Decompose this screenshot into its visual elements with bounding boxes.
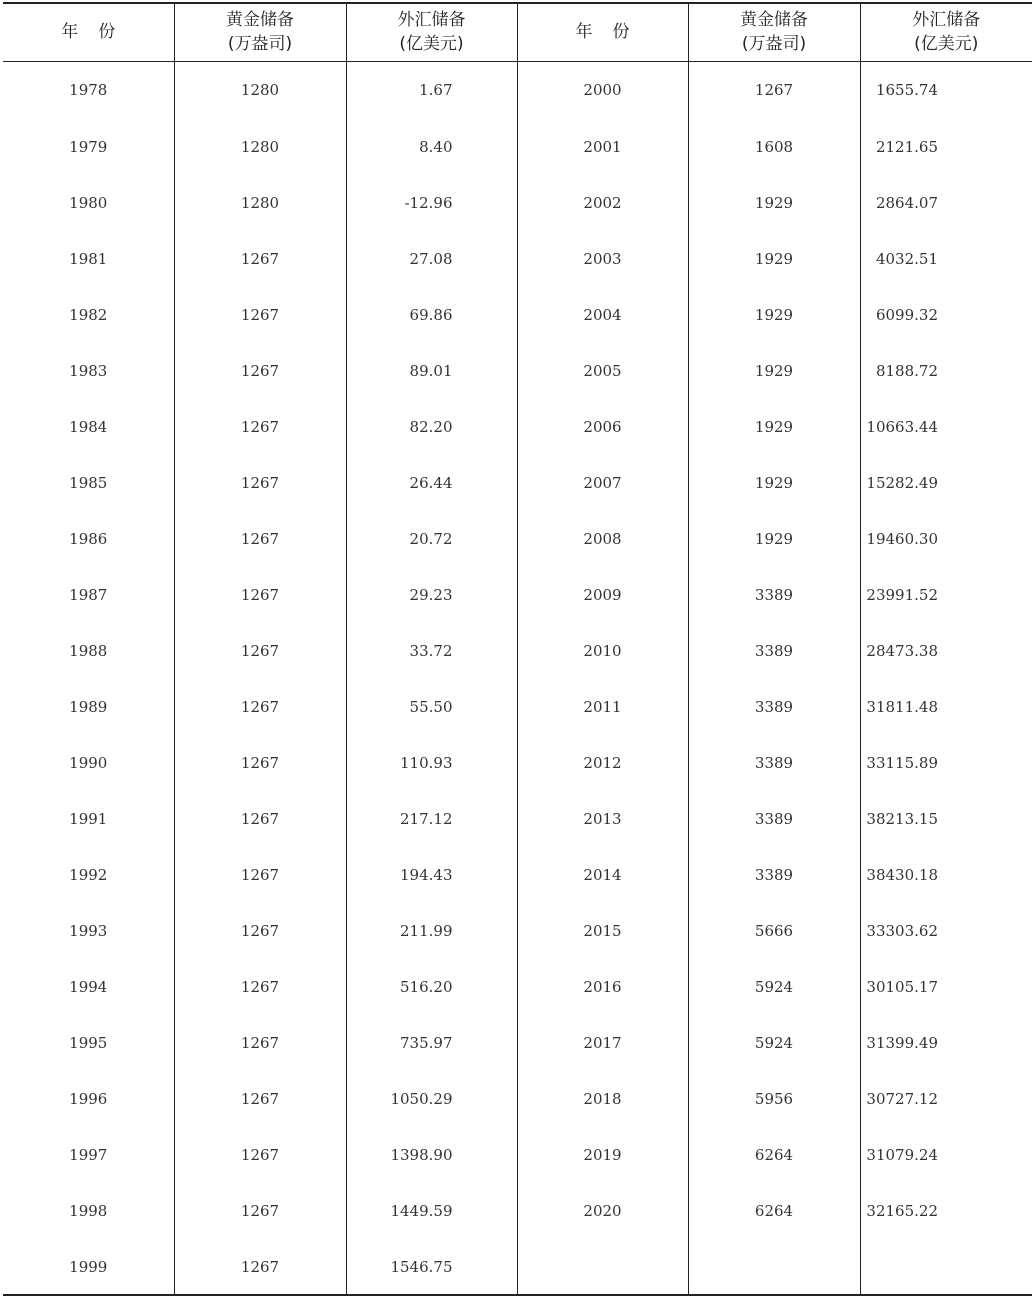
gold-cell-left: 1267	[174, 455, 346, 511]
fx-cell-left: 516.20	[346, 959, 517, 1015]
gold-cell-left: 1280	[174, 119, 346, 175]
year-cell-left: 1999	[3, 1239, 174, 1295]
year-cell-left: 1988	[69, 642, 108, 660]
year-cell-right: 2000	[517, 61, 688, 119]
gold-header-left: 黄金储备 (万盎司)	[174, 3, 346, 61]
year-cell-left: 1982	[69, 306, 108, 324]
fx-cell-right: 28473.38	[860, 623, 1032, 679]
fx-cell-left: 1546.75	[346, 1239, 517, 1295]
gold-cell-left: 1267	[174, 1015, 346, 1071]
table-row	[3, 455, 1032, 511]
fx-cell-right: 6099.32	[860, 287, 1032, 343]
fx-cell-right: 19460.30	[860, 511, 1032, 567]
table-row	[3, 61, 1032, 119]
year-cell-right: 2004	[517, 287, 688, 343]
gold-cell-left: 1267	[174, 287, 346, 343]
table-row	[3, 959, 1032, 1015]
gold-cell-right: 1929	[688, 511, 860, 567]
gold-cell-right: 3389	[688, 623, 860, 679]
gold-cell-right: 1929	[688, 231, 860, 287]
fx-cell-right: 30727.12	[860, 1071, 1032, 1127]
fx-cell-left: 8.40	[346, 119, 517, 175]
year-cell-right: 2005	[517, 343, 688, 399]
header-row	[3, 3, 1032, 61]
table-row	[3, 399, 1032, 455]
gold-cell-left: 1267	[174, 959, 346, 1015]
gold-cell-left: 1267	[174, 511, 346, 567]
year-header-right: 年 份	[517, 3, 688, 61]
table-row	[3, 1127, 1032, 1183]
year-cell-left: 1983	[69, 362, 108, 380]
year-cell-right: 2014	[517, 847, 688, 903]
year-cell-left: 1979	[69, 138, 108, 156]
fx-cell-left: 211.99	[346, 903, 517, 959]
fx-cell-left: 26.44	[346, 455, 517, 511]
gold-cell-right: 1267	[688, 61, 860, 119]
table-row	[3, 847, 1032, 903]
year-cell-right: 2007	[517, 455, 688, 511]
year-cell-left: 1990	[69, 754, 108, 772]
gold-cell-left: 1267	[174, 231, 346, 287]
table-body	[3, 61, 1032, 1295]
fx-header-right: 外汇储备 (亿美元)	[860, 3, 1032, 61]
year-cell-left: 1994	[69, 978, 108, 996]
fx-cell-left: 1.67	[346, 61, 517, 119]
gold-cell-left: 1267	[174, 903, 346, 959]
fx-cell-right: 31399.49	[860, 1015, 1032, 1071]
fx-cell-right: 23991.52	[860, 567, 1032, 623]
fx-cell-left: 89.01	[346, 343, 517, 399]
year-cell-left: 1993	[69, 922, 108, 940]
table-row	[3, 791, 1032, 847]
fx-cell-right: 38213.15	[860, 791, 1032, 847]
fx-cell-left: 110.93	[346, 735, 517, 791]
year-cell-right: 2018	[517, 1071, 688, 1127]
year-cell-right: 2003	[517, 231, 688, 287]
year-cell-right: 2017	[517, 1015, 688, 1071]
gold-cell-left: 1267	[174, 735, 346, 791]
fx-cell-right: 8188.72	[860, 343, 1032, 399]
fx-cell-right	[860, 1239, 1032, 1295]
fx-cell-right: 33115.89	[860, 735, 1032, 791]
table-row	[3, 679, 1032, 735]
table-row	[3, 343, 1032, 399]
table-row	[3, 623, 1032, 679]
gold-cell-right: 5924	[688, 1015, 860, 1071]
fx-cell-left: 27.08	[346, 231, 517, 287]
gold-cell-left: 1267	[174, 1071, 346, 1127]
fx-cell-left: 194.43	[346, 847, 517, 903]
fx-cell-right: 4032.51	[860, 231, 1032, 287]
year-cell-right: 2016	[517, 959, 688, 1015]
gold-cell-right: 1929	[688, 455, 860, 511]
year-cell-right: 2013	[517, 791, 688, 847]
gold-cell-left: 1267	[174, 847, 346, 903]
gold-cell-left: 1267	[174, 1239, 346, 1295]
gold-cell-left: 1267	[174, 343, 346, 399]
year-cell-left: 1992	[69, 866, 108, 884]
fx-cell-right: 2864.07	[860, 175, 1032, 231]
table-row	[3, 287, 1032, 343]
year-cell-left: 1997	[69, 1146, 108, 1164]
reserve-table	[3, 2, 1032, 1296]
gold-cell-left: 1267	[174, 623, 346, 679]
year-cell-right: 2006	[517, 399, 688, 455]
year-cell-right: 2012	[517, 735, 688, 791]
table-header	[3, 3, 1032, 61]
gold-cell-right: 3389	[688, 791, 860, 847]
year-header-left: 年 份	[3, 3, 174, 61]
year-cell-left: 1995	[69, 1034, 108, 1052]
gold-header-right: 黄金储备 (万盎司)	[688, 3, 860, 61]
gold-cell-left: 1267	[174, 791, 346, 847]
year-cell-left: 1980	[69, 194, 108, 212]
year-cell-right: 2001	[517, 119, 688, 175]
table-row	[3, 175, 1032, 231]
fx-cell-right: 31079.24	[860, 1127, 1032, 1183]
fx-cell-left: 55.50	[346, 679, 517, 735]
year-cell-left: 1987	[69, 586, 108, 604]
fx-cell-right: 15282.49	[860, 455, 1032, 511]
fx-cell-left: 29.23	[346, 567, 517, 623]
fx-cell-left: 735.97	[346, 1015, 517, 1071]
year-cell-left: 1991	[69, 810, 108, 828]
table-row	[3, 511, 1032, 567]
year-cell-right: 2011	[517, 679, 688, 735]
gold-cell-right: 1929	[688, 175, 860, 231]
year-cell-right: 2010	[517, 623, 688, 679]
fx-cell-right: 33303.62	[860, 903, 1032, 959]
year-cell-right	[517, 1239, 688, 1295]
table-row	[3, 119, 1032, 175]
fx-cell-left: 217.12	[346, 791, 517, 847]
fx-cell-left: 1398.90	[346, 1127, 517, 1183]
table-row	[3, 1183, 1032, 1239]
gold-cell-right	[688, 1239, 860, 1295]
gold-cell-left: 1267	[174, 567, 346, 623]
year-cell-right: 2015	[517, 903, 688, 959]
fx-cell-left: 20.72	[346, 511, 517, 567]
year-cell-right: 2008	[517, 511, 688, 567]
gold-cell-right: 3389	[688, 679, 860, 735]
gold-cell-left: 1267	[174, 679, 346, 735]
table-row	[3, 1239, 1032, 1295]
year-cell-right: 2020	[517, 1183, 688, 1239]
gold-cell-left: 1280	[174, 175, 346, 231]
year-cell-left: 1978	[69, 81, 108, 100]
year-cell-left: 1998	[69, 1202, 108, 1220]
gold-cell-left: 1267	[174, 1127, 346, 1183]
fx-cell-right: 31811.48	[860, 679, 1032, 735]
table-row	[3, 1071, 1032, 1127]
gold-cell-right: 5956	[688, 1071, 860, 1127]
fx-cell-right: 10663.44	[860, 399, 1032, 455]
gold-cell-right: 3389	[688, 847, 860, 903]
gold-cell-right: 1929	[688, 399, 860, 455]
fx-cell-left: -12.96	[346, 175, 517, 231]
fx-cell-right: 30105.17	[860, 959, 1032, 1015]
fx-cell-left: 33.72	[346, 623, 517, 679]
gold-cell-right: 1929	[688, 287, 860, 343]
year-cell-left: 1986	[69, 530, 108, 548]
gold-cell-left: 1280	[174, 61, 346, 119]
year-cell-left: 1981	[69, 250, 108, 268]
gold-cell-right: 6264	[688, 1183, 860, 1239]
table-row	[3, 903, 1032, 959]
fx-header-left: 外汇储备 (亿美元)	[346, 3, 517, 61]
table-row	[3, 567, 1032, 623]
fx-cell-left: 1449.59	[346, 1183, 517, 1239]
table-row	[3, 735, 1032, 791]
fx-cell-right: 1655.74	[860, 61, 1032, 119]
gold-cell-right: 5924	[688, 959, 860, 1015]
gold-cell-right: 1608	[688, 119, 860, 175]
year-cell-right: 2002	[517, 175, 688, 231]
gold-cell-right: 6264	[688, 1127, 860, 1183]
gold-cell-right: 3389	[688, 567, 860, 623]
year-cell-right: 2019	[517, 1127, 688, 1183]
fx-cell-right: 32165.22	[860, 1183, 1032, 1239]
year-cell-left: 1996	[69, 1090, 108, 1108]
gold-cell-right: 1929	[688, 343, 860, 399]
year-cell-left: 1985	[69, 474, 108, 492]
year-cell-left: 1984	[69, 418, 108, 436]
fx-cell-right: 38430.18	[860, 847, 1032, 903]
gold-cell-left: 1267	[174, 399, 346, 455]
fx-cell-left: 1050.29	[346, 1071, 517, 1127]
year-cell-right: 2009	[517, 567, 688, 623]
fx-cell-left: 69.86	[346, 287, 517, 343]
gold-cell-right: 5666	[688, 903, 860, 959]
fx-cell-left: 82.20	[346, 399, 517, 455]
table-row	[3, 231, 1032, 287]
fx-cell-right: 2121.65	[860, 119, 1032, 175]
table-row	[3, 1015, 1032, 1071]
year-cell-left: 1989	[69, 698, 108, 716]
gold-cell-left: 1267	[174, 1183, 346, 1239]
gold-cell-right: 3389	[688, 735, 860, 791]
